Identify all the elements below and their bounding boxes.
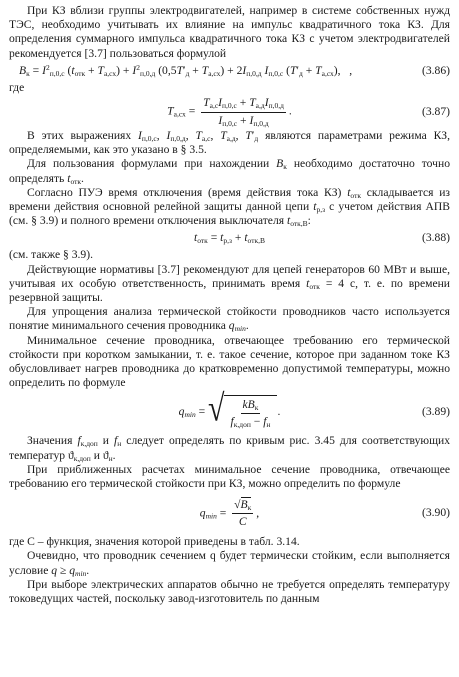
where-label: где [9, 80, 25, 94]
equation-3-88: $t_{отк} = t_{р,з} + t_{отк,В}$ (3.88) [193, 231, 450, 246]
equation-3-86: $B_к = I^2_{п,0,с}$ $(t_{отк} + T_{а,сх}) + I^2_{п,0,д}$ $(0,5T'_д + T_{а,сх}) + 2I_{п,0,д}$ $I_{п,0,с}$ $(T'_д + T_{а,сх})$, , (3.86) [19, 62, 450, 78]
equation-3-90: $q_{min}$ = $\frac{√B_к}{C}$ , (3.90) [199, 497, 450, 528]
paragraph-min-section: Для упрощения анализа термической стойкости проводников часто используется понятие минимального сечения проводника $q_{min}$. [9, 305, 450, 334]
equation-number: (3.88) [421, 231, 450, 245]
paragraph-parameters: В этих выражениях $I_{п,0,с}$, $I_{п,0,д}$, $T_{а,с}$, $T_{а,д}$, $T'_д$ являются параметрами режима КЗ, определяемыми, как это указано в § 3.5. [9, 129, 451, 157]
paragraph-condition: Очевидно, что проводник сечением q будет термически стойким, если выполняется условие $q \ge q_{min}$. [9, 549, 450, 578]
equation-number: (3.90) [421, 506, 450, 520]
paragraph-apparatus: При выборе электрических аппаратов обычно не требуется определять температуру токоведущих частей, поскольку завод-изготовитель по данным [9, 577, 450, 606]
equation-number: (3.89) [421, 405, 450, 419]
paragraph-values: Значения $f_{к,доп}$ и $f_н$ следует определять по кривым рис. 3.45 для соответствующих температур $ϑ_{к,доп}$ и $ϑ_н$. [9, 434, 450, 463]
paragraph-function-c: где C – функция, значения которой приведены в табл. 3.14. [9, 535, 300, 549]
paragraph-norms: Действующие нормативы [3.7] рекомендуют для цепей генераторов 60 МВт и выше, учитывая их особую ответственность, принимать время $t_{отк} = 4$ с, т. е. по времени резервной защиты. [9, 262, 451, 305]
paragraph-intro: При КЗ вблизи группы электродвигателей, например в системе собственных нужд ТЭС, необходимо учитывать их влияние на импульс квадратичного тока КЗ. Для определения суммарного импульса квадратичного тока КЗ с учетом электродвигателей рекомендуется [3.7] пользоваться формулой [9, 4, 450, 60]
paragraph-min-section-definition: Минимальное сечение проводника, отвечающее требованию его термической стойкости при коротком замыкании, т. е. такое сечение, которое при заданном токе КЗ обусловливает нагрев проводника до кратковременно допустимой температуры, можно определить по формуле [9, 333, 450, 390]
paragraph-see-also: (см. также § 3.9). [9, 248, 93, 262]
paragraph-pue: Согласно ПУЭ время отключения (время действия тока КЗ) $t_{отк}$ складывается из времени действия основной релейной защиты данной цепи $t_{р,з}$ с учетом действия АПВ (см. § 3.9) и полного времени отключения выключателя $t_{отк,В}$: [9, 185, 451, 229]
equation-3-89: $q_{min}$ = √ $\frac{kB_к}{f_{к,доп} - f_н}$ . (3.89) [178, 388, 450, 430]
equation-3-87: $T_{а,сх}$ = $\frac{T_{а,с}I_{п,0,с} + T_{а,д}I_{п,0,д}}{I_{п,0,с} + I_{п,0,д}}$ . (3.87) [167, 96, 450, 128]
paragraph-approx: При приближенных расчетах минимальное сечение проводника, отвечающее требованию его термической стойкости при КЗ, можно определить по формуле [9, 462, 450, 491]
equation-number: (3.87) [421, 104, 450, 118]
paragraph-formula-usage: Для пользования формулами при нахождении $B_к$ необходимо достаточно точно определять $t_{отк}$. [9, 157, 450, 186]
equation-number: (3.86) [421, 63, 450, 77]
